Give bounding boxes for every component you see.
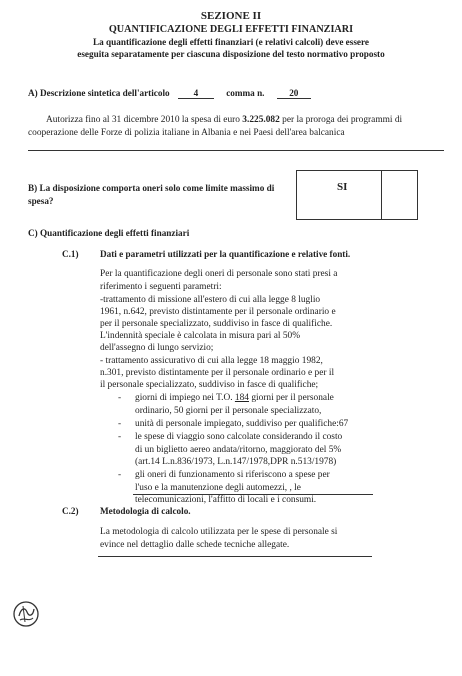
c2-line-1: La metodologia di calcolo utilizzata per le spese di personale si [100,527,338,537]
bullet-text: telecomunicazioni, l'affitto di locali e i consumi. [135,495,317,506]
c1-number: C.1) [62,249,79,259]
answer-box-divider [381,171,382,219]
c1-bullet-funzionamento [118,469,330,507]
bullet-dash: - [118,432,122,442]
c1-line: n.301, previsto distintamente per il personale ordinario e per il [100,368,335,378]
bullet-text: giorni per il personale [248,393,334,403]
giorni-number: 184 [234,393,249,403]
section-a-description-line-1 [46,114,402,127]
section-a-description-line-2: cooperazione delle Forze di polizia italiane in Albania e nei Paesi dell'area balcanica [28,128,345,138]
divider [98,556,372,557]
bullet-text: (art.14 L.n.836/1973, L.n.147/1978,DPR n.513/1978) [135,457,337,468]
articolo-number: 4 [178,88,214,99]
c1-bullet-unita [118,418,349,431]
bullet-dash: - [118,393,122,403]
desc-text-pre: Autorizza fino al 31 dicembre 2010 la spesa di euro [46,115,243,125]
c1-line: - trattamento assicurativo di cui alla legge 18 maggio 1982, [100,356,323,366]
c1-title: Dati e parametri utilizzati per la quantificazione e relative fonti. [100,249,351,259]
divider [133,494,373,495]
section-a-label: A) Descrizione sintetica dell'articolo [28,88,170,98]
section-b-question-line-1: B) La disposizione comporta oneri solo come limite massimo di [28,183,275,193]
bullet-text: ordinario, 50 giorni per il personale specializzato, [135,405,322,416]
handwritten-mark-icon [10,598,42,630]
c2-number: C.2) [62,506,79,516]
subtitle-line-1: La quantificazione degli effetti finanziari (e relativi calcoli) deve essere [93,37,369,47]
bullet-text: l'uso e la manutenzione degli automezzi, , le [135,482,301,493]
c1-line: riferimento i seguenti parametri: [100,282,222,292]
c1-line: 1961, n.642, previsto distintamente per il personale ordinario e [100,307,336,317]
c1-line: L'indennità speciale è calcolata in misura pari al 50% [100,331,301,341]
bullet-dash: - [118,419,122,429]
bullet-text: giorni di impiego nei T.O. [135,393,235,403]
section-a-row [28,88,311,99]
c1-bullet-giorni [118,392,334,417]
bullet-text: le spese di viaggio sono calcolate considerando il costo [135,432,343,442]
desc-text-post: per la proroga dei programmi di [279,115,403,125]
subtitle-line-2: eseguita separatamente per ciascuna disposizione del testo normativo proposto [77,49,385,59]
desc-amount: 3.225.082 [242,115,280,125]
divider [28,150,444,151]
answer-si: SI [337,181,348,193]
bullet-dash: - [118,470,122,480]
section-c-heading: C) Quantificazione degli effetti finanziari [28,228,190,238]
c1-line: il personale specializzato, suddiviso in fasce di qualifiche; [100,380,319,390]
c1-line: per il personale specializzato, suddiviso in fasce di qualifiche. [100,319,333,329]
bullet-text: di un biglietto aereo andata/ritorno, maggiorato del 5% [135,444,342,455]
answer-box [296,170,418,220]
c1-bullet-viaggio [118,431,343,469]
section-title: SEZIONE II [200,10,262,22]
c2-line-2: evince nel dettaglio dalle schede tecniche allegate. [100,540,290,550]
c2-title: Metodologia di calcolo. [100,506,191,516]
section-b-question-line-2: spesa? [28,196,54,206]
comma-number: 20 [277,88,311,99]
c1-line: -trattamento di missione all'estero di cui alla legge 8 luglio [100,295,321,305]
document-title: QUANTIFICAZIONE DEGLI EFFETTI FINANZIARI [108,24,354,35]
bullet-text: gli oneri di funzionamento si riferiscono a spese per [135,470,330,480]
c1-line: dell'assegno di lungo servizio; [100,343,214,353]
comma-label: comma n. [226,88,265,98]
bullet-text: unità di personale impiegato, suddiviso per qualifiche:67 [135,419,349,429]
c1-line: Per la quantificazione degli oneri di personale sono stati presi a [100,269,338,279]
